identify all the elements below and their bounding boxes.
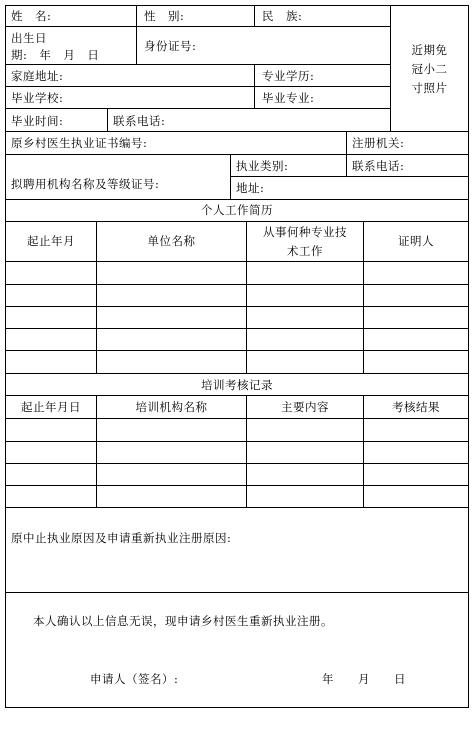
col-divider — [346, 154, 347, 177]
work-history-header-employer: 单位名称 — [147, 234, 196, 248]
row-divider — [5, 306, 469, 307]
row-divider — [5, 373, 469, 374]
work-history-title: 个人工作简历 — [201, 203, 273, 217]
phone-label: 联系电话: — [113, 114, 166, 128]
col-divider — [254, 64, 255, 109]
border-top — [5, 5, 469, 6]
row-divider — [5, 507, 469, 508]
row-divider — [230, 176, 469, 177]
declaration-statement: 本人确认以上信息无误，现申请乡村医生重新执业注册。 — [33, 614, 333, 628]
border-bottom — [5, 707, 469, 708]
graduate-school-label: 毕业学校: — [11, 91, 64, 105]
graduation-time-label: 毕业时间: — [11, 114, 64, 128]
signature-label: 申请人（签名）: — [90, 672, 179, 686]
row-divider — [5, 131, 469, 132]
row-divider — [5, 395, 469, 396]
row-divider — [5, 64, 390, 65]
row-divider — [5, 350, 469, 351]
training-header-content: 主要内容 — [281, 400, 329, 414]
registration-authority-label: 注册机关: — [352, 136, 405, 150]
border-right — [468, 5, 469, 708]
contact-phone-label: 联系电话: — [352, 159, 405, 173]
degree-label: 专业学历: — [262, 69, 315, 83]
work-history-header-period: 起止年月 — [27, 234, 75, 248]
col-divider — [107, 108, 108, 132]
id-number-label: 身份证号: — [144, 39, 197, 53]
row-divider — [5, 328, 469, 329]
employer-address-label: 地址: — [236, 181, 265, 195]
training-header-institution: 培训机构名称 — [135, 400, 208, 414]
work-history-header-witness: 证明人 — [398, 234, 434, 248]
training-header-result: 考核结果 — [392, 400, 440, 414]
row-divider — [5, 592, 469, 593]
col-divider — [346, 131, 347, 155]
employer-label: 拟聘用机构名称及等级证号: — [11, 177, 160, 191]
row-divider — [5, 108, 390, 109]
graduate-major-label: 毕业专业: — [262, 91, 315, 105]
row-divider — [5, 221, 469, 222]
row-divider — [5, 441, 469, 442]
training-header-period: 起止年月日 — [21, 400, 81, 414]
photo-instruction-line2: 冠小二 — [411, 62, 448, 76]
certificate-number-label: 原乡村医生执业证书编号: — [11, 136, 148, 150]
col-divider — [136, 5, 137, 65]
col-divider — [230, 154, 231, 200]
signature-date-label: 年 月 日 — [322, 672, 406, 686]
row-divider — [5, 463, 469, 464]
work-history-header-specialty-line1: 从事何种专业技 — [263, 225, 347, 239]
ethnicity-label: 民 族: — [262, 9, 303, 23]
row-divider — [5, 199, 469, 200]
name-label: 姓 名: — [11, 9, 52, 23]
work-history-header-specialty-line2: 术工作 — [287, 244, 323, 258]
row-divider — [5, 418, 469, 419]
row-divider — [5, 261, 469, 262]
home-address-label: 家庭地址: — [11, 69, 64, 83]
birth-date-label-line2: 期: 年 月 日 — [11, 48, 100, 62]
training-title: 培训考核记录 — [201, 378, 273, 392]
row-divider — [5, 284, 469, 285]
reason-label: 原中止执业原因及申请重新执业注册原因: — [11, 531, 232, 545]
photo-instruction-line3: 寸照片 — [411, 81, 448, 95]
row-divider — [5, 154, 469, 155]
photo-instruction-line1: 近期免 — [411, 43, 448, 57]
row-divider — [5, 86, 390, 87]
row-divider — [5, 26, 390, 27]
gender-label: 性 别: — [144, 9, 185, 23]
practice-type-label: 执业类别: — [236, 159, 289, 173]
birth-date-label-line1: 出生日 — [11, 31, 47, 45]
col-divider — [254, 5, 255, 27]
row-divider — [5, 485, 469, 486]
border-left — [5, 5, 6, 708]
